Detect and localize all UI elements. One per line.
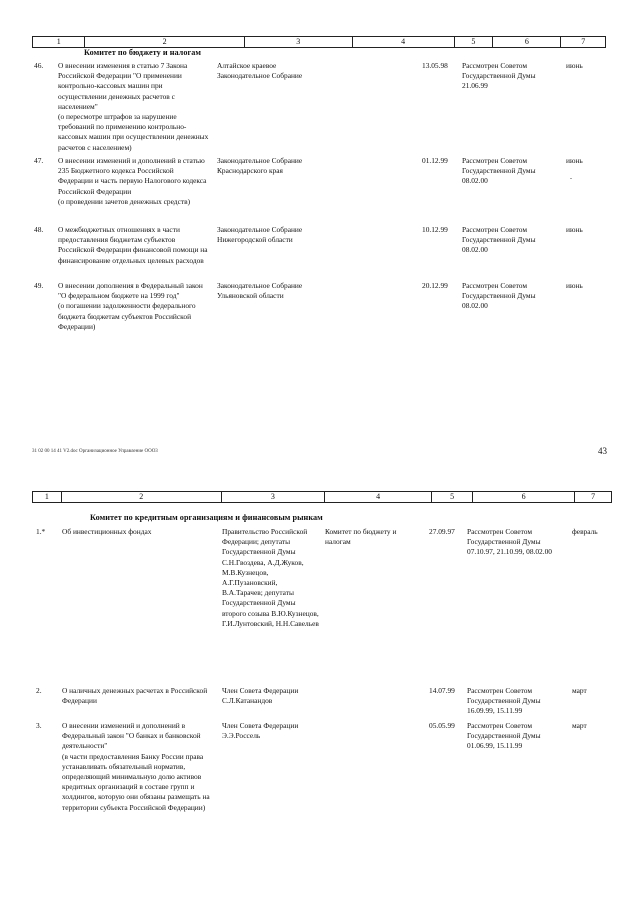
column-header: 5	[432, 492, 473, 502]
row-month: июнь	[566, 156, 583, 165]
row-status: Рассмотрен Советом Государственной Думы 01.06.99, 15.11.99	[467, 721, 541, 751]
row-month: март	[572, 686, 587, 695]
column-header: 1	[33, 492, 62, 502]
row-number: 46.	[34, 61, 44, 70]
column-header: 3	[222, 492, 325, 502]
row-title: О внесении дополнения в Федеральный закон "О федеральном бюджете на 1999 год" (о погашении задолженности федерального бюджета бюджетам субъектов Российской Федерации)	[58, 281, 203, 331]
row-author: Законодательное Собрание Краснодарского края	[217, 156, 303, 176]
row-author: Алтайское краевое Законодательное Собрание	[217, 61, 303, 81]
row-date: 13.05.98	[422, 61, 448, 70]
row-date: 01.12.99	[422, 156, 448, 165]
row-status: Рассмотрен Советом Государственной Думы 08.02.00	[462, 225, 536, 255]
row-date: 20.12.99	[422, 281, 448, 290]
table-header-page2	[32, 491, 612, 503]
footer-file-info: 31 02 00 14 41 V2.doc Организационное Управление ООО3	[32, 449, 158, 454]
column-header: 7	[581, 37, 586, 46]
column-header: 6	[493, 37, 561, 47]
row-title: О внесении изменения в статью 7 Закона Российской Федерации "О применении контрольно-кассовых машин при осуществлении денежных расчетов с населением" (о пересмотре штрафов за нарушение требований по применению контрольно-кассовых машин при осуществлении денежных расчетов с населением)	[58, 61, 209, 152]
row-title: О межбюджетных отношениях в части предоставления бюджетам субъектов Российской Федерации финансовой помощи на финансирование отдельных целевых расходов	[58, 225, 208, 265]
row-month: февраль	[572, 527, 598, 536]
row-title: О внесении изменений и дополнений в Федеральный закон "О банках и банковской деятельности" (в части предоставления Банку России права устанавливать обязательный норматив, определяющий минимальную долю активов кредитных организаций в составе групп и холдингов, которую они обязаны размещать на территории субъекта Российской Федерации)	[62, 721, 210, 812]
committee-title: Комитет по бюджету и налогам	[84, 48, 202, 57]
column-header: 2	[85, 37, 244, 47]
table-header-page1	[32, 36, 606, 48]
page-number: 43	[598, 446, 607, 456]
row-author: Правительство Российской Федерации; депутаты Государственной Думы С.Н.Гвоздева, А.Д.Жуков, М.В.Кузнецов, А.Г.Пузановский, В.А.Тарачев; депутаты Государственной Думы второго созыва В.Ю.Кузнецов, Г.И.Лунтовский, Н.Н.Савельев	[222, 527, 319, 628]
row-number: 3.	[36, 721, 42, 730]
row-date: 14.07.99	[429, 686, 455, 695]
column-header: 7	[591, 492, 596, 501]
column-header: 4	[353, 37, 455, 47]
row-title: О наличных денежных расчетах в Российской Федерации	[62, 686, 208, 706]
row-month: июнь	[566, 61, 583, 70]
row-author: Законодательное Собрание Ульяновской области	[217, 281, 303, 301]
row-status: Рассмотрен Советом Государственной Думы 08.02.00	[462, 156, 536, 186]
row-month: март	[572, 721, 587, 730]
row-status: Рассмотрен Советом Государственной Думы 21.06.99	[462, 61, 536, 91]
row-committee: Комитет по бюджету и налогам	[325, 527, 397, 547]
column-header: 3	[245, 37, 353, 47]
row-date: 10.12.99	[422, 225, 448, 234]
row-title: О внесении изменений и дополнений в статью 235 Бюджетного кодекса Российской Федерации и часть первую Налогового кодекса Российской Федерации (о проведении зачетов денежных средств)	[58, 156, 207, 206]
row-number: 48.	[34, 225, 44, 234]
row-month: июнь	[566, 225, 583, 234]
column-header: 4	[325, 492, 432, 502]
row-title: Об инвестиционных фондах	[62, 527, 152, 536]
row-number: 2.	[36, 686, 42, 695]
row-status: Рассмотрен Советом Государственной Думы 16.09.99, 15.11.99	[467, 686, 541, 716]
row-status: Рассмотрен Советом Государственной Думы 07.10.97, 21.10.99, 08.02.00	[467, 527, 552, 557]
row-author: Член Совета Федерации С.Л.Катанандов	[222, 686, 299, 706]
row-number: 1.*	[36, 527, 46, 536]
row-number: 47.	[34, 156, 44, 165]
column-header: 1	[33, 37, 85, 47]
row-author: Член Совета Федерации Э.Э.Россель	[222, 721, 299, 741]
row-date: 05.05.99	[429, 721, 455, 730]
row-status: Рассмотрен Советом Государственной Думы 08.02.00	[462, 281, 536, 311]
column-header: 2	[62, 492, 222, 502]
column-header: 6	[473, 492, 575, 502]
row-date: 27.09.97	[429, 527, 455, 536]
row-author: Законодательное Собрание Нижегородской области	[217, 225, 303, 245]
row-month: июнь	[566, 281, 583, 290]
column-header: 5	[455, 37, 494, 47]
row-number: 49.	[34, 281, 44, 290]
stray-mark: .	[570, 172, 572, 181]
committee-title: Комитет по кредитным организациям и финансовым рынкам	[90, 513, 323, 522]
